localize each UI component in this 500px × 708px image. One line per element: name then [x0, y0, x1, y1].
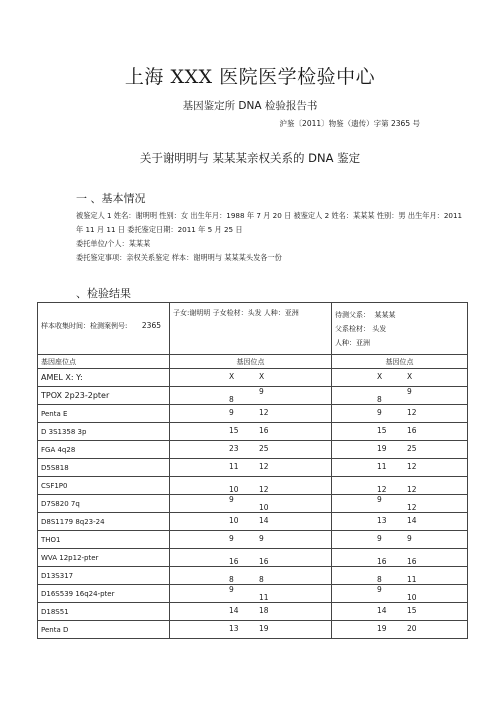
child-alleles-cell — [170, 621, 332, 639]
child-alleles-cell — [170, 513, 332, 531]
parent-allele-1: 9 — [377, 408, 382, 417]
child-alleles-cell — [170, 531, 332, 549]
parent-allele-1: 12 — [377, 485, 387, 494]
parent-allele-2: 25 — [407, 444, 417, 453]
case-number: 2365 — [141, 321, 161, 330]
child-alleles-cell — [170, 405, 332, 423]
table-row — [38, 441, 468, 459]
report-subject: 关于谢明明与 某某某亲权关系的 DNA 鉴定 — [139, 151, 361, 165]
col-parent-header: 基因位点 — [332, 355, 468, 369]
parent-alleles-cell — [332, 495, 468, 513]
child-allele-1: 9 — [229, 534, 234, 543]
table-row — [38, 513, 468, 531]
locus-name: D7S820 7q — [38, 495, 170, 513]
locus-name: THO1 — [38, 531, 170, 549]
parent-allele-2: X — [407, 372, 413, 381]
child-allele-2: 12 — [259, 408, 269, 417]
child-allele-1: 13 — [229, 624, 239, 633]
child-allele-2: 8 — [259, 575, 264, 584]
parent-allele-2: 12 — [407, 408, 417, 417]
child-allele-1: X — [229, 372, 235, 381]
parent-alleles-cell — [332, 513, 468, 531]
parent-allele-2: 10 — [407, 593, 417, 602]
table-row — [38, 423, 468, 441]
child-alleles-cell — [170, 585, 332, 603]
child-allele-2: 10 — [259, 503, 269, 512]
parent-allele-2: 9 — [407, 387, 412, 396]
child-alleles-cell — [170, 387, 332, 405]
table-row — [38, 405, 468, 423]
parent-alleles-cell — [332, 549, 468, 567]
parent-allele-1: 16 — [377, 557, 387, 566]
child-alleles-cell — [170, 423, 332, 441]
child-allele-1: 10 — [229, 516, 239, 525]
locus-name: CSF1P0 — [38, 477, 170, 495]
child-alleles-cell — [170, 549, 332, 567]
locus-name: Penta E — [38, 405, 170, 423]
locus-name: FGA 4q28 — [38, 441, 170, 459]
parent-allele-1: 9 — [377, 534, 382, 543]
parent-alleles-cell — [332, 567, 468, 585]
parent-allele-2: 11 — [407, 575, 417, 584]
table-row — [38, 603, 468, 621]
parent-allele-1: X — [377, 372, 383, 381]
child-allele-1: 23 — [229, 444, 239, 453]
child-info-cell: 子女:谢明明 子女检材：头发 人种：亚洲 — [170, 303, 332, 355]
child-alleles-cell — [170, 369, 332, 387]
table-header-row — [38, 303, 468, 355]
column-header-row — [38, 355, 468, 369]
parent-allele-1: 15 — [377, 426, 387, 435]
basic-info-block — [76, 209, 481, 265]
parent-allele-2: 15 — [407, 606, 417, 615]
parent-allele-2: 12 — [407, 485, 417, 494]
child-alleles-cell — [170, 441, 332, 459]
child-allele-2: 14 — [259, 516, 269, 525]
parent-label: 待测父系： — [335, 311, 370, 319]
child-allele-2: 12 — [259, 485, 269, 494]
parent-alleles-cell — [332, 459, 468, 477]
child-allele-2: 16 — [259, 557, 269, 566]
table-row — [38, 459, 468, 477]
table-row — [38, 621, 468, 639]
parent-alleles-cell — [332, 405, 468, 423]
child-alleles-cell — [170, 477, 332, 495]
child-allele-2: 11 — [259, 593, 269, 602]
hospital-title: 上海 XXX 医院医学检验中心 — [124, 66, 376, 88]
table-row — [38, 585, 468, 603]
table-row — [38, 531, 468, 549]
table-row — [38, 495, 468, 513]
locus-name: WVA 12p12-pter — [38, 549, 170, 567]
info-line-3: 委托单位/个人：某某某 — [76, 239, 151, 248]
child-allele-2: 25 — [259, 444, 269, 453]
child-allele-1: 9 — [229, 408, 234, 417]
parent-allele-1: 14 — [377, 606, 387, 615]
child-allele-1: 15 — [229, 426, 239, 435]
child-allele-1: 9 — [229, 495, 234, 504]
child-allele-2: 9 — [259, 387, 264, 396]
parent-allele-1: 8 — [377, 575, 382, 584]
child-allele-1: 8 — [229, 395, 234, 404]
parent-info-cell — [332, 303, 468, 355]
child-allele-1: 16 — [229, 557, 239, 566]
parent-allele-2: 9 — [407, 534, 412, 543]
info-line-1: 被鉴定人 1 姓名：谢明明 性别：女 出生年月：1988 年 7 月 20 日 被鉴定人 2 姓名：某某某 性别：男 出生年月：2011 — [76, 211, 463, 220]
parent-allele-1: 19 — [377, 624, 387, 633]
locus-name: D8S1179 8q23-24 — [38, 513, 170, 531]
locus-name: TPOX 2p23-2pter — [38, 387, 170, 405]
child-allele-2: 16 — [259, 426, 269, 435]
sample-label: 样本收集时间：检测案例号: — [41, 322, 128, 330]
child-allele-2: 12 — [259, 462, 269, 471]
parent-allele-1: 9 — [377, 495, 382, 504]
parent-allele-2: 16 — [407, 557, 417, 566]
parent-allele-1: 13 — [377, 516, 387, 525]
child-allele-1: 8 — [229, 575, 234, 584]
child-allele-2: 19 — [259, 624, 269, 633]
parent-allele-2: 12 — [407, 462, 417, 471]
child-allele-1: 9 — [229, 585, 234, 594]
table-row — [38, 369, 468, 387]
report-subtitle: 基因鉴定所 DNA 检验报告书 — [182, 100, 318, 112]
parent-alleles-cell — [332, 477, 468, 495]
parent-name: 某某某 — [374, 311, 396, 319]
locus-name: D13S317 — [38, 567, 170, 585]
locus-name: D5S818 — [38, 459, 170, 477]
parent-alleles-cell — [332, 369, 468, 387]
col-locus-header: 基因座位点 — [38, 355, 170, 369]
parent-allele-1: 11 — [377, 462, 387, 471]
child-alleles-cell — [170, 567, 332, 585]
parent-allele-2: 14 — [407, 516, 417, 525]
section-results-heading: 、检验结果 — [76, 287, 131, 300]
section-basic-info-heading: 一 、基本情况 — [76, 192, 146, 205]
info-line-2: 年 11 月 11 日 委托鉴定日期：2011 年 5 月 25 日 — [76, 225, 243, 234]
parent-allele-2: 12 — [407, 503, 417, 512]
parent-alleles-cell — [332, 387, 468, 405]
table-row — [38, 387, 468, 405]
child-alleles-cell — [170, 603, 332, 621]
locus-name: AMEL X: Y: — [38, 369, 170, 387]
parent-race: 人种：亚洲 — [335, 339, 370, 347]
dna-results-table — [37, 302, 468, 639]
child-allele-1: 11 — [229, 462, 239, 471]
table-row — [38, 567, 468, 585]
locus-name: Penta D — [38, 621, 170, 639]
parent-alleles-cell — [332, 423, 468, 441]
parent-allele-1: 8 — [377, 395, 382, 404]
parent-alleles-cell — [332, 603, 468, 621]
info-line-4: 委托鉴定事项：亲权关系鉴定 样本：谢明明与 某某某头发各一份 — [76, 253, 282, 262]
table-row — [38, 549, 468, 567]
locus-name: D16S539 16q24-pter — [38, 585, 170, 603]
parent-allele-2: 20 — [407, 624, 417, 633]
child-allele-1: 10 — [229, 485, 239, 494]
col-child-header: 基因位点 — [170, 355, 332, 369]
parent-sample: 父系检材： 头发 — [335, 325, 387, 333]
child-allele-1: 14 — [229, 606, 239, 615]
child-allele-2: 9 — [259, 534, 264, 543]
parent-allele-1: 19 — [377, 444, 387, 453]
parent-alleles-cell — [332, 621, 468, 639]
parent-alleles-cell — [332, 441, 468, 459]
child-allele-2: 18 — [259, 606, 269, 615]
sample-info-cell — [38, 303, 170, 355]
locus-name: D 3S1358 3p — [38, 423, 170, 441]
locus-name: D18S51 — [38, 603, 170, 621]
parent-alleles-cell — [332, 585, 468, 603]
parent-allele-1: 9 — [377, 585, 382, 594]
reference-number: 沪鉴〔2011〕物鉴（遗传）字第 2365 号 — [279, 119, 420, 128]
child-allele-2: X — [259, 372, 265, 381]
child-alleles-cell — [170, 459, 332, 477]
table-row — [38, 477, 468, 495]
child-alleles-cell — [170, 495, 332, 513]
parent-alleles-cell — [332, 531, 468, 549]
parent-allele-2: 16 — [407, 426, 417, 435]
